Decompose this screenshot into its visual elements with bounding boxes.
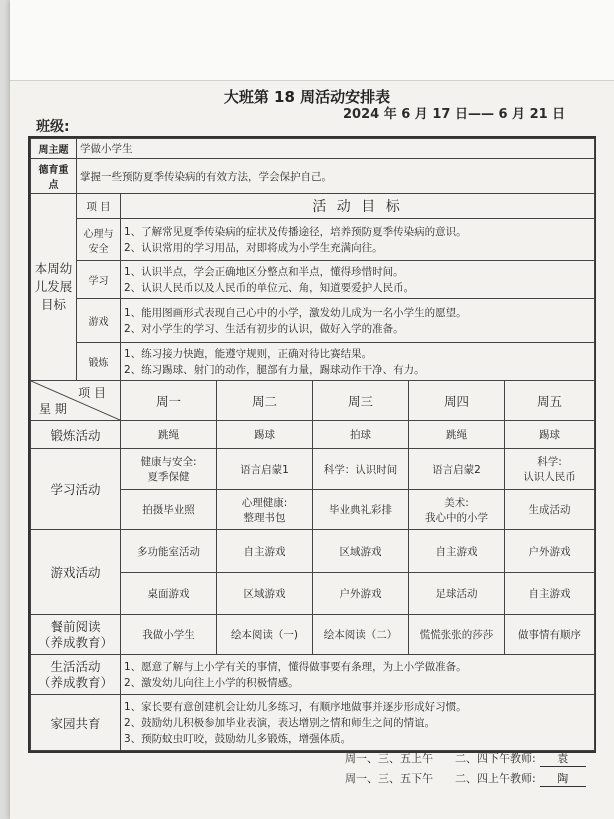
goal-line: 1、练习接力快跑，能遵守规则，正确对待比赛结果。 <box>124 347 373 360</box>
focus-value: 掌握一些预防夏季传染病的有效方法，学会保护自己。 <box>77 159 595 194</box>
goals-header-goal: 活 动 目 标 <box>121 194 595 219</box>
schedule-cell: 拍球 <box>313 421 409 449</box>
theme-row <box>31 139 595 159</box>
schedule-cell: 踢球 <box>505 421 595 449</box>
home-text <box>121 695 595 751</box>
teacher-name: 陶 <box>540 770 586 787</box>
schedule-cell: 科学：认识时间 <box>313 449 409 490</box>
goal-row <box>31 261 595 299</box>
schedule-cell: 拍摄毕业照 <box>121 490 217 530</box>
focus-row <box>31 159 595 194</box>
goal-line: 1、了解常见夏季传染病的症状及传播途径，培养预防夏季传染病的意识。 <box>124 225 467 238</box>
goals-header-row <box>31 194 595 219</box>
day-header: 周三 <box>313 381 409 421</box>
day-header: 周五 <box>505 381 595 421</box>
footer-text: 周一、三、五下午 二、四上午教师: <box>345 772 536 785</box>
schedule-cell: 跳绳 <box>409 421 505 449</box>
blank-paper-top <box>10 0 614 81</box>
goal-area: 学习 <box>77 261 121 299</box>
schedule-cell: 踢球 <box>217 421 313 449</box>
home-line: 2、鼓励幼儿积极参加毕业表演，表达增别之情和师生之间的情谊。 <box>124 716 436 729</box>
games-row <box>31 530 595 573</box>
life-row <box>31 655 595 695</box>
schedule-cell: 我做小学生 <box>121 615 217 655</box>
schedule-cell: 跳绳 <box>121 421 217 449</box>
schedule-cell: 语言启蒙2 <box>409 449 505 490</box>
day-header: 周二 <box>217 381 313 421</box>
schedule-cell: 健康与安全: 夏季保健 <box>121 449 217 490</box>
corner-item-label: 项 目 <box>78 386 106 400</box>
schedule-cell: 语言启蒙1 <box>217 449 313 490</box>
schedule-cell: 自主游戏 <box>217 530 313 573</box>
life-text <box>121 655 595 695</box>
schedule-cell: 科学: 认识人民币 <box>505 449 595 490</box>
games-label: 游戏活动 <box>31 530 121 615</box>
goal-line: 2、练习踢球、射门的动作，腿部有力量，踢球动作干净、有力。 <box>124 363 425 376</box>
schedule-cell: 绘本阅读（一) <box>217 615 313 655</box>
diagonal-header-cell <box>31 381 121 421</box>
schedule-cell: 慌慌张张的莎莎 <box>409 615 505 655</box>
footer-text: 周一、三、五上午 二、四下午教师: <box>345 752 536 765</box>
page-title: 大班第 18 周活动安排表 <box>223 88 391 106</box>
home-line: 1、家长要有意创建机会让幼儿多练习，有顺序地做事并逐步形成好习惯。 <box>124 700 467 713</box>
goal-row <box>31 219 595 261</box>
schedule-cell: 做事情有顺序 <box>505 615 595 655</box>
reading-row <box>31 615 595 655</box>
teacher-name: 袁 <box>540 750 586 767</box>
theme-value: 学做小学生 <box>77 139 595 159</box>
date-range: 2024 年 6 月 17 日—— 6 月 21 日 <box>343 107 566 122</box>
schedule-cell: 户外游戏 <box>505 530 595 573</box>
footer-line <box>345 750 586 767</box>
goal-text <box>121 299 595 343</box>
day-header: 周四 <box>409 381 505 421</box>
corner-weekday-label: 星 期 <box>39 402 67 416</box>
goal-row <box>31 343 595 381</box>
reading-label: 餐前阅读 （养成教育） <box>31 615 121 655</box>
schedule-cell: 毕业典礼彩排 <box>313 490 409 530</box>
schedule-cell: 足球活动 <box>409 573 505 615</box>
schedule-cell: 自主游戏 <box>409 530 505 573</box>
theme-label: 周主题 <box>31 139 77 159</box>
schedule-cell: 区域游戏 <box>217 573 313 615</box>
life-label: 生活活动 （养成教育） <box>31 655 121 695</box>
goal-area: 锻炼 <box>77 343 121 381</box>
schedule-cell: 区域游戏 <box>313 530 409 573</box>
schedule-cell: 生成活动 <box>505 490 595 530</box>
goal-line: 1、认识半点，学会正确地区分整点和半点，懂得珍惜时间。 <box>124 265 404 278</box>
goal-area: 游戏 <box>77 299 121 343</box>
schedule-cell: 多功能室活动 <box>121 530 217 573</box>
home-label: 家园共育 <box>31 695 121 751</box>
goal-text <box>121 261 595 299</box>
schedule-cell: 绘本阅读（二） <box>313 615 409 655</box>
schedule-cell: 自主游戏 <box>505 573 595 615</box>
day-header-row <box>31 381 595 421</box>
focus-label: 德育重点 <box>31 159 77 194</box>
home-row <box>31 695 595 751</box>
schedule-cell: 桌面游戏 <box>121 573 217 615</box>
goals-header-item: 项 目 <box>77 194 121 219</box>
goals-side-label: 本周幼儿发展目标 <box>31 194 77 381</box>
study-label: 学习活动 <box>31 449 121 530</box>
goal-area: 心理与安全 <box>77 219 121 261</box>
goal-line: 2、认识常用的学习用品，对即将成为小学生充满向往。 <box>124 241 383 254</box>
study-row <box>31 449 595 490</box>
class-label: 班级: <box>36 119 70 135</box>
exercise-label: 锻炼活动 <box>31 421 121 449</box>
exercise-row <box>31 421 595 449</box>
schedule-cell: 户外游戏 <box>313 573 409 615</box>
goal-row <box>31 299 595 343</box>
day-header: 周一 <box>121 381 217 421</box>
life-line: 2、激发幼儿向往上小学的积极情感。 <box>124 676 299 689</box>
goal-text <box>121 219 595 261</box>
goal-line: 2、认识人民币以及人民币的单位元、角，知道要爱护人民币。 <box>124 281 415 294</box>
home-line: 3、预防蚊虫叮咬，鼓励幼儿多锻炼，增强体质。 <box>124 732 352 745</box>
goal-line: 1、能用图画形式表现自己心中的小学，激发幼儿成为一名小学生的愿望。 <box>124 306 467 319</box>
goal-line: 2、对小学生的学习、生活有初步的认识，做好入学的准备。 <box>124 322 404 335</box>
footer-line <box>345 770 586 787</box>
schedule-cell: 心理健康: 整理书包 <box>217 490 313 530</box>
schedule-cell: 美术: 我心中的小学 <box>409 490 505 530</box>
goal-text <box>121 343 595 381</box>
schedule-table <box>28 136 596 753</box>
life-line: 1、愿意了解与上小学有关的事情，懂得做事要有条理，为上小学做准备。 <box>124 660 467 673</box>
